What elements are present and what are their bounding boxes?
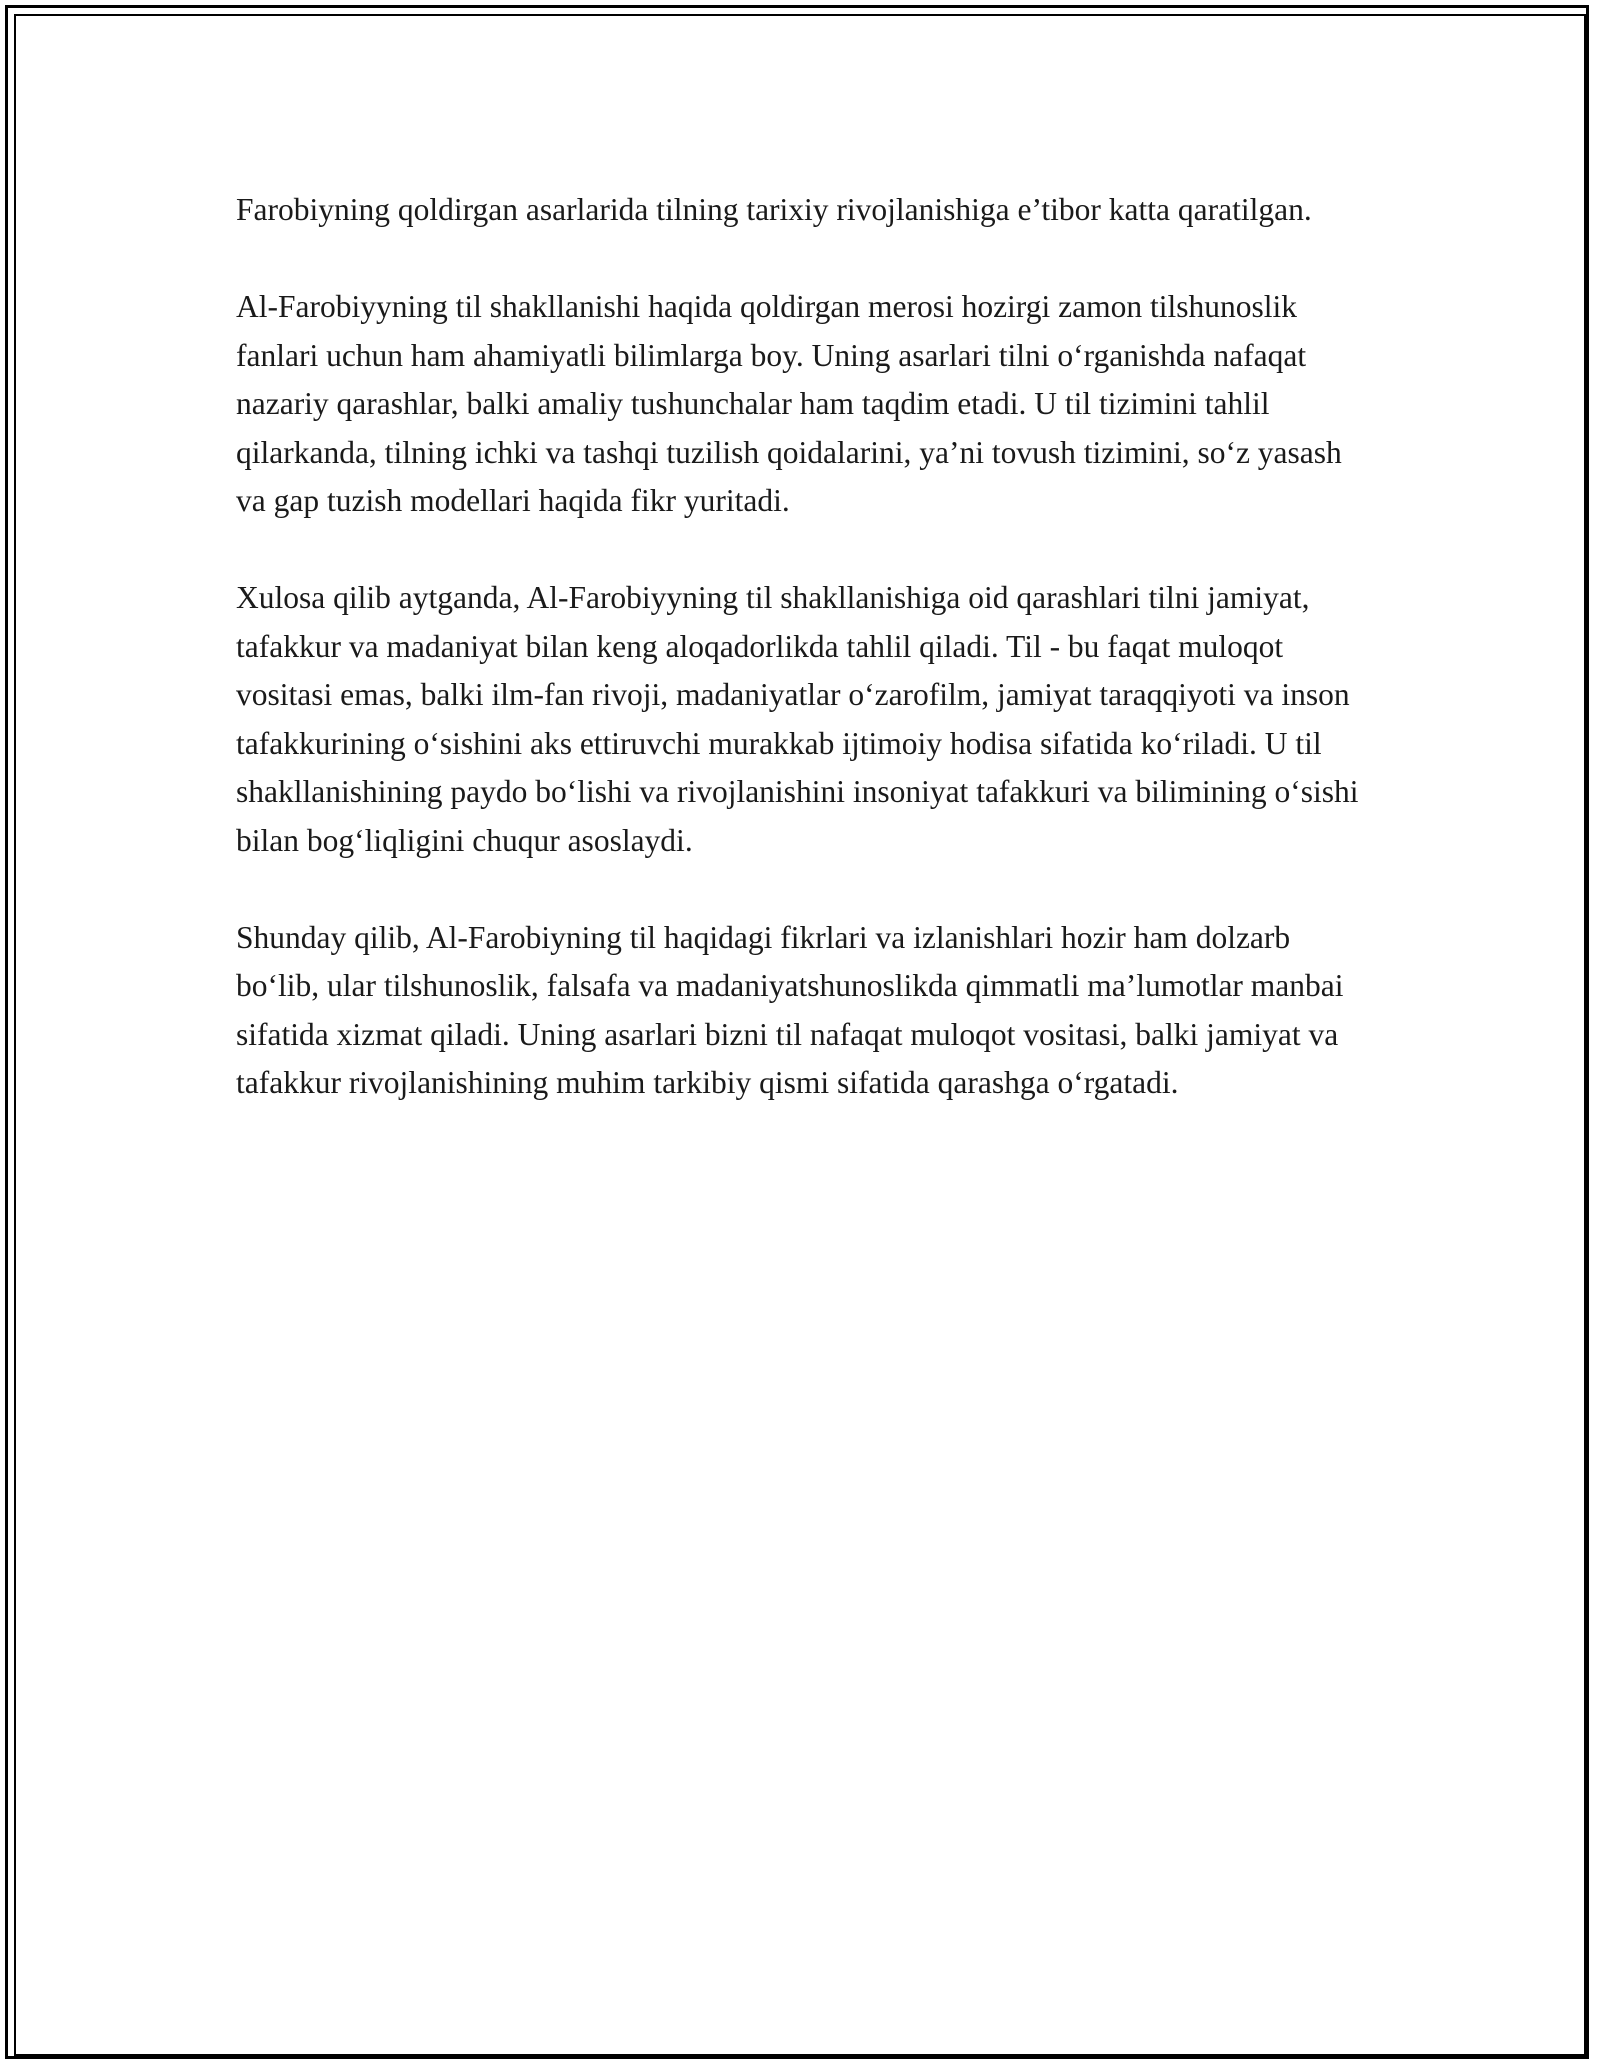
paragraph-2: Al-Farobiyyning til shakllanishi haqida qoldirgan merosi hozirgi zamon tilshunoslik fanlari uchun ham ahamiyatli bilimlarga boy. Uning asarlari tilni o‘rganishda nafaqat nazariy qarashlar, balki amaliy tushunchalar ham taqdim etadi. U til tizimini tahlil qilarkanda, tilning ichki va tashqi tuzilish qoidalarini, ya’ni tovush tizimini, so‘z yasash va gap tuzish modellari haqida fikr yuritadi.	[236, 289, 1342, 518]
paragraph-4: Shunday qilib, Al-Farobiyning til haqidagi fikrlari va izlanishlari hozir ham dolzarb bo‘lib, ular tilshunoslik, falsafa va madaniyatshunoslikda qimmatli ma’lumotlar manbai sifatida xizmat qiladi. Uning asarlari bizni til nafaqat muloqot vositasi, balki jamiyat va tafakkur rivojlanishining muhim tarkibiy qismi sifatida qarashga o‘rgatadi.	[236, 919, 1344, 1100]
paragraph-3: Xulosa qilib aytganda, Al-Farobiyyning til shakllanishiga oid qarashlari tilni jamiyat, tafakkur va madaniyat bilan keng aloqadorlikda tahlil qiladi. Til - bu faqat muloqot vositasi emas, balki ilm-fan rivoji, madaniyatlar o‘zarofilm, jamiyat taraqqiyoti va inson tafakkurining o‘sishini aks ettiruvchi murakkab ijtimoiy hodisa sifatida ko‘riladi. U til shakllanishining paydo bo‘lishi va rivojlanishini insoniyat tafakkuri va bilimining o‘sishi bilan bog‘liqligini chuqur asoslaydi.	[236, 580, 1359, 858]
paragraph-1: Farobiyning qoldirgan asarlarida tilning tarixiy rivojlanishiga e’tibor katta qaratilgan.	[236, 192, 1312, 227]
document-body	[236, 186, 1376, 1156]
